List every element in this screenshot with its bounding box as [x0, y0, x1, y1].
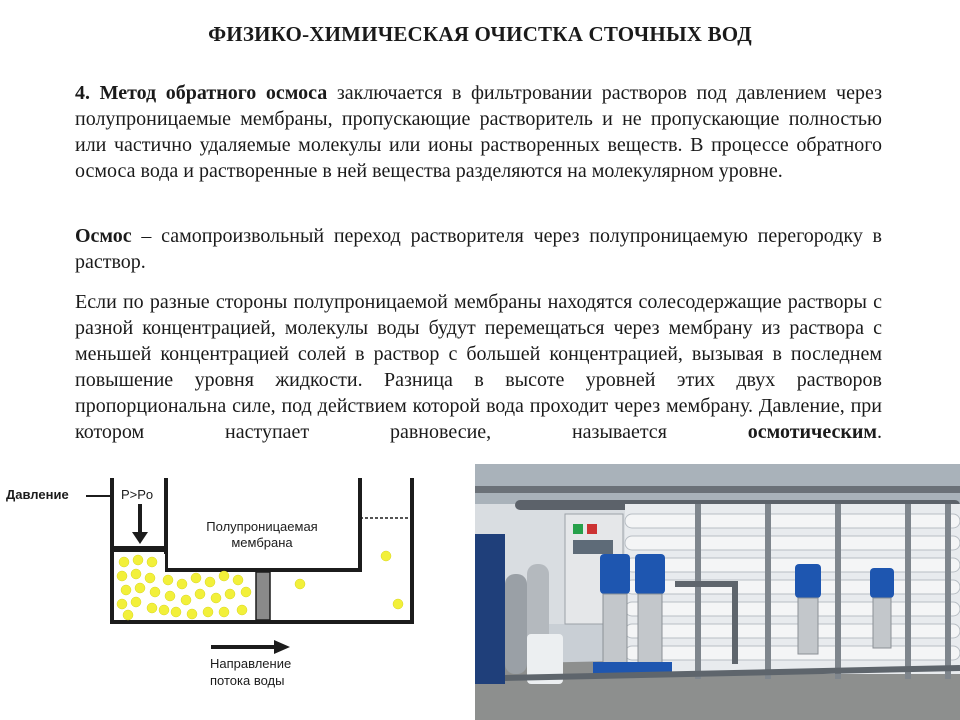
paragraph-osmosis-definition — [75, 223, 882, 275]
page-title: ФИЗИКО-ХИМИЧЕСКАЯ ОЧИСТКА СТОЧНЫХ ВОД — [208, 22, 752, 46]
membrane-label-line2: мембрана — [231, 535, 293, 550]
membrane-vessels — [625, 504, 960, 679]
paragraph-reverse-osmosis — [75, 80, 882, 184]
osmosis-term: Осмос — [75, 225, 132, 247]
piston — [112, 546, 164, 552]
pressure-arrow-head — [132, 532, 148, 544]
osmotic-end: . — [877, 421, 882, 443]
paragraph-osmotic-pressure — [75, 289, 882, 445]
membrane-label-line1: Полупроницаемая — [206, 519, 318, 534]
flow-arrow-head — [274, 640, 290, 654]
membrane — [256, 572, 270, 620]
osmotic-pressure-text: Если по разные стороны полупроницаемой мембраны находятся солесодержащие растворы с разной концентрацией, молекулы воды будут перемещаться через мембрану из раствора с меньшей концентрацией солей в раствор с большей концентрацией, вызывая в последнем повышение уровня жидкости. Разница в высоте уровней этих двух растворов пропорциональна силе, под действием которой вода проходит через мембрану. Давление, при котором наступает равновесие, называется — [75, 291, 882, 443]
pressure-label: Давление — [6, 487, 69, 502]
reverse-osmosis-plant-photo — [475, 464, 960, 720]
pressure-formula: P>Po — [121, 487, 154, 502]
osmosis-definition-text: – самопроизвольный переход растворителя через полупроницаемую перегородку в раствор. — [75, 225, 882, 273]
flow-label-line2: потока воды — [210, 673, 285, 688]
reverse-osmosis-text: заключается в фильтровании растворов под давлением через полупроницаемые мембраны, пропускающие растворитель и не пропускающие полностью или частично удаляемые молекулы или ионы растворенных веществ. В процессе обратного осмоса вода и растворенные в ней вещества разделяются на молекулярном уровне. — [75, 82, 882, 182]
osmosis-diagram — [0, 462, 440, 720]
flow-label-line1: Направление — [210, 656, 292, 671]
osmotic-term: осмотическим — [747, 421, 877, 443]
reverse-osmosis-heading: 4. Метод обратного осмоса — [75, 82, 328, 104]
